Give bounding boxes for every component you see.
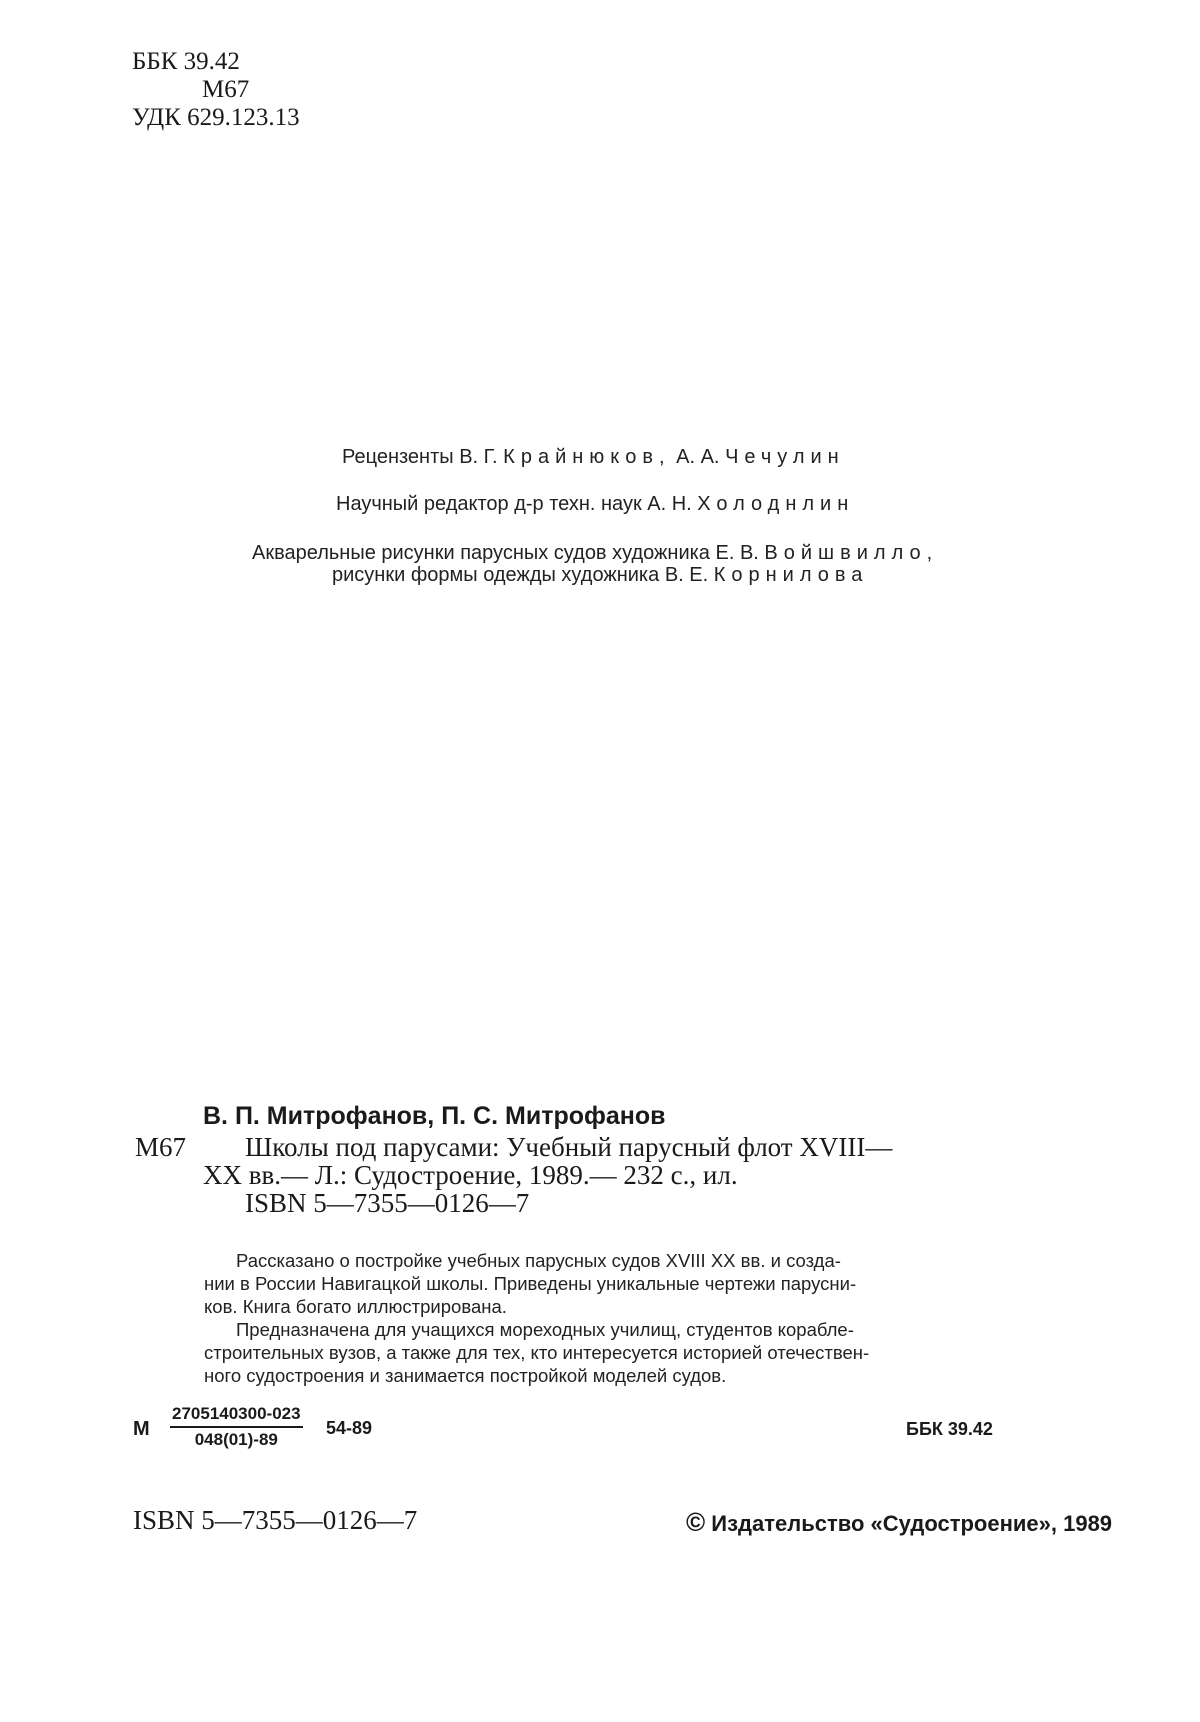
reviewers-line	[342, 446, 845, 469]
imprint-denominator: 048(01)-89	[194, 1430, 278, 1449]
watercolor-credit-line	[252, 542, 938, 565]
copyright-line	[686, 1507, 1112, 1538]
bib-isbn-line: ISBN 5—7355—0126—7	[245, 1188, 530, 1218]
reviewer2-initials: А. А.	[676, 446, 720, 468]
reviewer1-name: Крайнюков,	[503, 446, 671, 468]
publisher-copyright: Издательство «Судостроение», 1989	[711, 1511, 1113, 1536]
abstract-p2-line3: ного судостроения и занимается постройкой моделей судов.	[204, 1365, 727, 1386]
watercolor-credit-text: Акварельные рисунки парусных судов художника	[252, 542, 710, 564]
imprint-m-letter: М	[133, 1418, 150, 1440]
uniform-credit-line	[332, 564, 868, 587]
abstract-p2-line2: строительных вузов, а также для тех, кто интересуется историей отечествен-	[204, 1342, 870, 1363]
editor-name: Холоднлин	[697, 493, 855, 515]
editor-label: Научный редактор д-р техн. наук	[336, 493, 642, 515]
watercolor-artist-name: Войшвилло,	[764, 542, 939, 564]
authors: В. П. Митрофанов, П. С. Митрофанов	[203, 1102, 666, 1130]
footer-isbn: ISBN 5—7355—0126—7	[133, 1505, 418, 1535]
call-number: М67	[135, 1132, 187, 1162]
abstract-p1-line3: ков. Книга богато иллюстрирована.	[204, 1296, 507, 1317]
imprint-order-number: 54-89	[326, 1418, 373, 1438]
reviewer2-name: Чечулин	[725, 446, 845, 468]
classification-block	[132, 48, 300, 132]
watercolor-artist-initials: Е. В.	[715, 542, 759, 564]
reviewer1-initials: В. Г.	[459, 446, 498, 468]
abstract-p1-line1: Рассказано о постройке учебных парусных судов XVIII XX вв. и созда-	[236, 1250, 841, 1271]
bib-title-line: Школы под парусами: Учебный парусный флот XVIII—	[245, 1132, 893, 1162]
uniform-artist-initials: В. Е.	[664, 564, 709, 586]
bib-imprint-line: XX вв.— Л.: Судостроение, 1989.— 232 с., ил.	[203, 1160, 738, 1190]
udk-index: УДК 629.123.13	[132, 104, 300, 131]
editor-initials: А. Н.	[647, 493, 692, 515]
author-code: М67	[202, 76, 250, 103]
imprint-fraction	[170, 1404, 303, 1450]
abstract-p2-line1: Предназначена для учащихся мореходных училищ, студентов корабле-	[236, 1319, 854, 1340]
reviewers-label: Рецензенты	[342, 446, 454, 468]
uniform-artist-name: Корнилова	[713, 564, 869, 586]
imprint-bbk: ББК 39.42	[906, 1419, 993, 1439]
editor-line	[336, 493, 854, 516]
uniform-credit-text: рисунки формы одежды художника	[332, 564, 660, 586]
bbk-index: ББК 39.42	[132, 48, 240, 75]
copyright-icon: ©	[686, 1507, 706, 1537]
imprint-numerator: 2705140300-023	[170, 1404, 303, 1428]
abstract-p1-line2: нии в России Навигацкой школы. Приведены уникальные чертежи парусни-	[204, 1273, 857, 1294]
